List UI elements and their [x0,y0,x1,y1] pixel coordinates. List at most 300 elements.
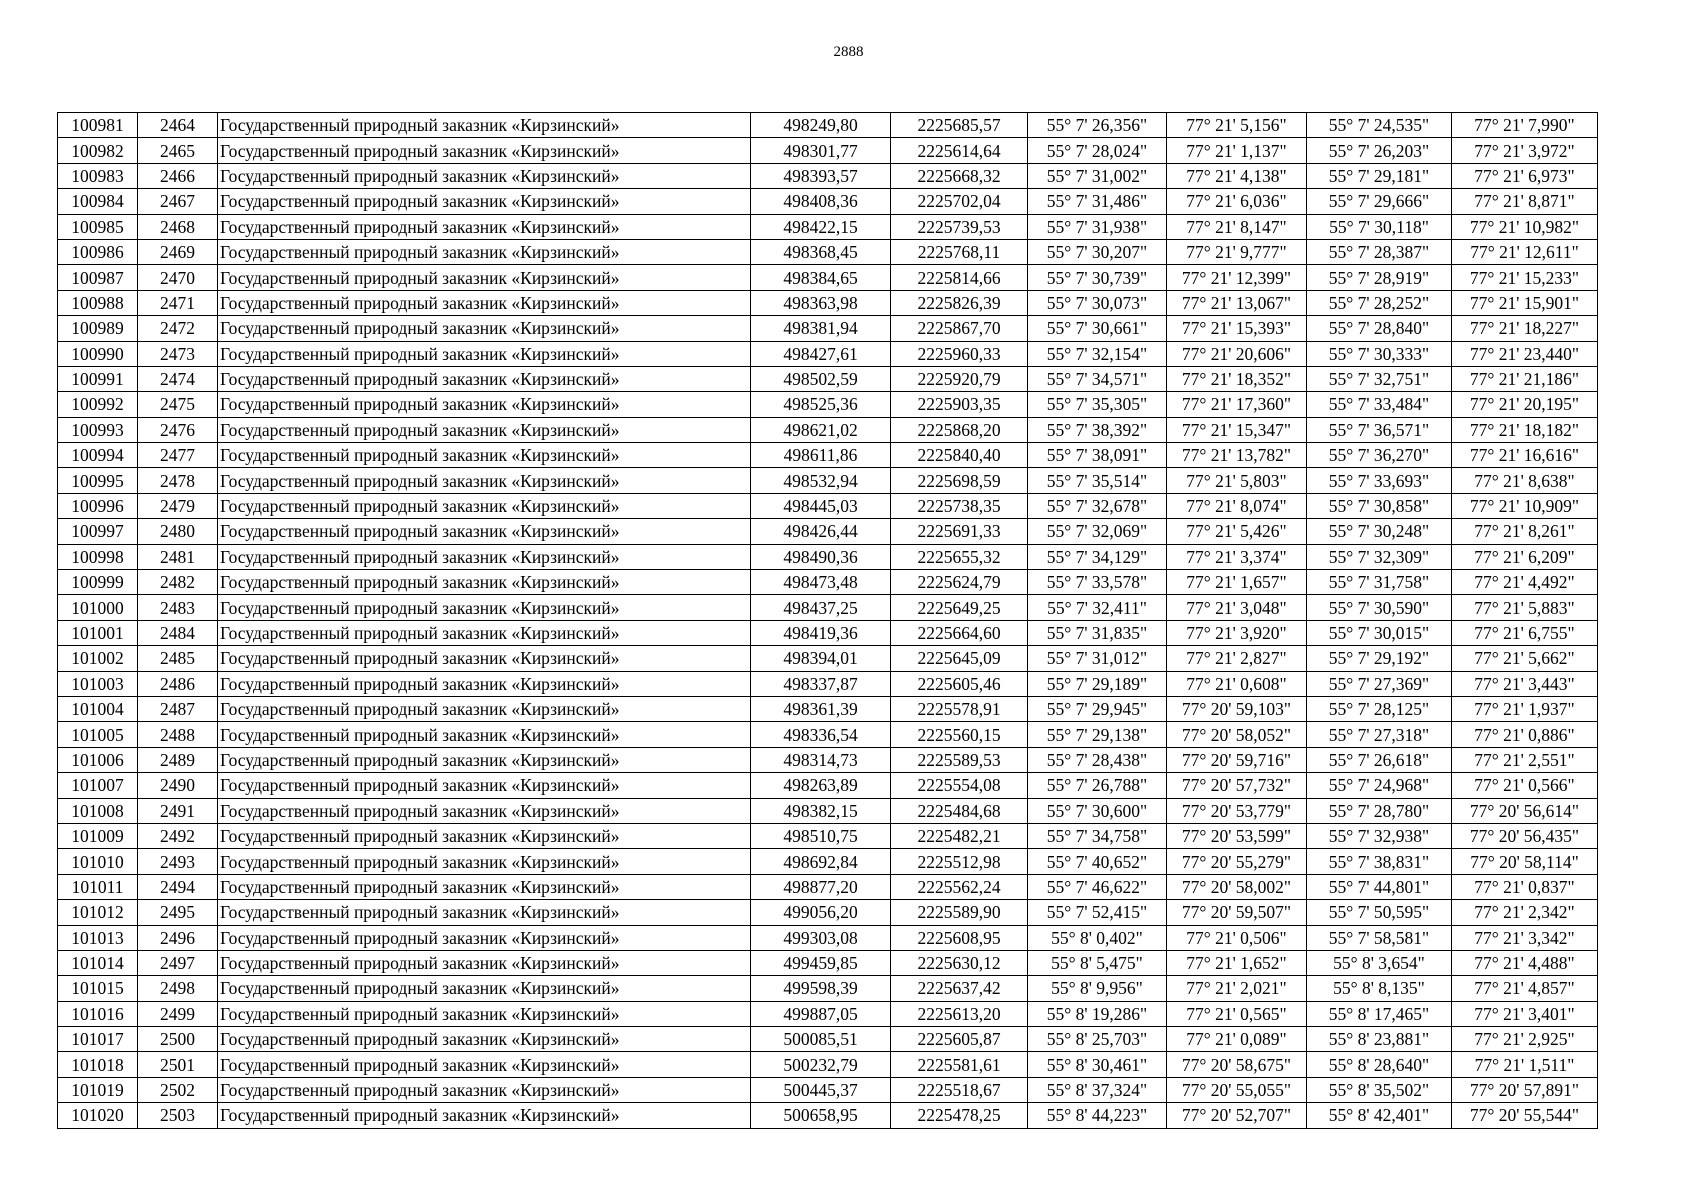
latitude-2-cell: 55° 7' 27,318" [1307,722,1452,747]
x-coordinate-cell: 498532,94 [751,468,891,493]
x-coordinate-cell: 498408,36 [751,189,891,214]
longitude-1-cell: 77° 20' 55,279" [1167,849,1307,874]
coordinates-table [57,112,1598,1129]
point-id-cell: 100982 [58,138,138,163]
latitude-1-cell: 55° 7' 29,189" [1028,671,1167,696]
point-id-cell: 100994 [58,443,138,468]
point-id-cell: 101017 [58,1027,138,1052]
longitude-1-cell: 77° 21' 5,426" [1167,519,1307,544]
y-coordinate-cell: 2225868,20 [891,417,1028,442]
territory-name-cell: Государственный природный заказник «Кирзинский» [218,798,751,823]
latitude-1-cell: 55° 7' 29,945" [1028,696,1167,721]
longitude-1-cell: 77° 20' 53,599" [1167,823,1307,848]
latitude-2-cell: 55° 7' 28,780" [1307,798,1452,823]
latitude-2-cell: 55° 7' 26,203" [1307,138,1452,163]
territory-name-cell: Государственный природный заказник «Кирзинский» [218,925,751,950]
latitude-2-cell: 55° 7' 32,938" [1307,823,1452,848]
longitude-2-cell: 77° 21' 8,261" [1452,519,1598,544]
y-coordinate-cell: 2225554,08 [891,773,1028,798]
local-number-cell: 2479 [138,493,218,518]
longitude-2-cell: 77° 21' 18,227" [1452,316,1598,341]
longitude-1-cell: 77° 21' 9,777" [1167,239,1307,264]
local-number-cell: 2484 [138,620,218,645]
point-id-cell: 101010 [58,849,138,874]
point-id-cell: 101012 [58,900,138,925]
longitude-1-cell: 77° 20' 55,055" [1167,1077,1307,1102]
territory-name-cell: Государственный природный заказник «Кирзинский» [218,544,751,569]
x-coordinate-cell: 500445,37 [751,1077,891,1102]
latitude-2-cell: 55° 7' 30,118" [1307,214,1452,239]
longitude-2-cell: 77° 20' 56,614" [1452,798,1598,823]
latitude-1-cell: 55° 7' 28,438" [1028,747,1167,772]
latitude-2-cell: 55° 7' 29,666" [1307,189,1452,214]
territory-name-cell: Государственный природный заказник «Кирзинский» [218,214,751,239]
x-coordinate-cell: 498445,03 [751,493,891,518]
latitude-2-cell: 55° 7' 31,758" [1307,570,1452,595]
point-id-cell: 100988 [58,290,138,315]
table-row [58,620,1598,645]
latitude-1-cell: 55° 7' 30,600" [1028,798,1167,823]
latitude-1-cell: 55° 7' 40,652" [1028,849,1167,874]
x-coordinate-cell: 498394,01 [751,646,891,671]
point-id-cell: 101018 [58,1052,138,1077]
x-coordinate-cell: 498249,80 [751,113,891,138]
longitude-1-cell: 77° 21' 2,827" [1167,646,1307,671]
local-number-cell: 2489 [138,747,218,772]
longitude-2-cell: 77° 21' 21,186" [1452,366,1598,391]
territory-name-cell: Государственный природный заказник «Кирзинский» [218,570,751,595]
longitude-1-cell: 77° 20' 59,507" [1167,900,1307,925]
x-coordinate-cell: 500085,51 [751,1027,891,1052]
table-row [58,544,1598,569]
x-coordinate-cell: 498314,73 [751,747,891,772]
local-number-cell: 2478 [138,468,218,493]
longitude-1-cell: 77° 21' 4,138" [1167,163,1307,188]
territory-name-cell: Государственный природный заказник «Кирзинский» [218,493,751,518]
longitude-1-cell: 77° 21' 1,137" [1167,138,1307,163]
table-row [58,519,1598,544]
table-row [58,823,1598,848]
x-coordinate-cell: 498692,84 [751,849,891,874]
longitude-2-cell: 77° 21' 0,886" [1452,722,1598,747]
longitude-1-cell: 77° 21' 0,565" [1167,1001,1307,1026]
latitude-1-cell: 55° 7' 26,356" [1028,113,1167,138]
local-number-cell: 2482 [138,570,218,595]
territory-name-cell: Государственный природный заказник «Кирзинский» [218,976,751,1001]
longitude-1-cell: 77° 21' 17,360" [1167,392,1307,417]
longitude-2-cell: 77° 20' 56,435" [1452,823,1598,848]
local-number-cell: 2472 [138,316,218,341]
territory-name-cell: Государственный природный заказник «Кирзинский» [218,1052,751,1077]
table-row [58,443,1598,468]
territory-name-cell: Государственный природный заказник «Кирзинский» [218,113,751,138]
table-row [58,1052,1598,1077]
latitude-2-cell: 55° 7' 24,968" [1307,773,1452,798]
territory-name-cell: Государственный природный заказник «Кирзинский» [218,900,751,925]
local-number-cell: 2497 [138,950,218,975]
territory-name-cell: Государственный природный заказник «Кирзинский» [218,417,751,442]
territory-name-cell: Государственный природный заказник «Кирзинский» [218,849,751,874]
y-coordinate-cell: 2225702,04 [891,189,1028,214]
y-coordinate-cell: 2225768,11 [891,239,1028,264]
latitude-2-cell: 55° 7' 30,858" [1307,493,1452,518]
longitude-2-cell: 77° 21' 7,990" [1452,113,1598,138]
y-coordinate-cell: 2225589,90 [891,900,1028,925]
longitude-1-cell: 77° 21' 13,067" [1167,290,1307,315]
local-number-cell: 2467 [138,189,218,214]
latitude-1-cell: 55° 7' 32,154" [1028,341,1167,366]
point-id-cell: 100998 [58,544,138,569]
latitude-2-cell: 55° 7' 29,192" [1307,646,1452,671]
latitude-2-cell: 55° 8' 35,502" [1307,1077,1452,1102]
y-coordinate-cell: 2225826,39 [891,290,1028,315]
x-coordinate-cell: 498419,36 [751,620,891,645]
latitude-1-cell: 55° 7' 52,415" [1028,900,1167,925]
x-coordinate-cell: 498427,61 [751,341,891,366]
longitude-1-cell: 77° 21' 12,399" [1167,265,1307,290]
latitude-1-cell: 55° 8' 37,324" [1028,1077,1167,1102]
local-number-cell: 2485 [138,646,218,671]
local-number-cell: 2476 [138,417,218,442]
latitude-2-cell: 55° 7' 29,181" [1307,163,1452,188]
point-id-cell: 100985 [58,214,138,239]
longitude-1-cell: 77° 20' 59,103" [1167,696,1307,721]
longitude-2-cell: 77° 21' 6,209" [1452,544,1598,569]
y-coordinate-cell: 2225562,24 [891,874,1028,899]
latitude-2-cell: 55° 8' 42,401" [1307,1103,1452,1128]
x-coordinate-cell: 498490,36 [751,544,891,569]
latitude-2-cell: 55° 8' 28,640" [1307,1052,1452,1077]
latitude-2-cell: 55° 7' 28,840" [1307,316,1452,341]
territory-name-cell: Государственный природный заказник «Кирзинский» [218,950,751,975]
local-number-cell: 2498 [138,976,218,1001]
territory-name-cell: Государственный природный заказник «Кирзинский» [218,163,751,188]
point-id-cell: 100996 [58,493,138,518]
territory-name-cell: Государственный природный заказник «Кирзинский» [218,595,751,620]
y-coordinate-cell: 2225608,95 [891,925,1028,950]
territory-name-cell: Государственный природный заказник «Кирзинский» [218,1001,751,1026]
x-coordinate-cell: 498336,54 [751,722,891,747]
latitude-2-cell: 55° 8' 23,881" [1307,1027,1452,1052]
table-row [58,900,1598,925]
x-coordinate-cell: 499303,08 [751,925,891,950]
latitude-2-cell: 55° 7' 30,248" [1307,519,1452,544]
table-row [58,849,1598,874]
y-coordinate-cell: 2225840,40 [891,443,1028,468]
y-coordinate-cell: 2225560,15 [891,722,1028,747]
latitude-1-cell: 55° 7' 35,305" [1028,392,1167,417]
territory-name-cell: Государственный природный заказник «Кирзинский» [218,1103,751,1128]
latitude-1-cell: 55° 7' 28,024" [1028,138,1167,163]
longitude-1-cell: 77° 21' 6,036" [1167,189,1307,214]
latitude-1-cell: 55° 7' 33,578" [1028,570,1167,595]
y-coordinate-cell: 2225630,12 [891,950,1028,975]
y-coordinate-cell: 2225613,20 [891,1001,1028,1026]
local-number-cell: 2502 [138,1077,218,1102]
point-id-cell: 101015 [58,976,138,1001]
latitude-2-cell: 55° 7' 30,333" [1307,341,1452,366]
latitude-1-cell: 55° 7' 26,788" [1028,773,1167,798]
local-number-cell: 2492 [138,823,218,848]
latitude-1-cell: 55° 7' 31,835" [1028,620,1167,645]
point-id-cell: 100993 [58,417,138,442]
table-row [58,163,1598,188]
territory-name-cell: Государственный природный заказник «Кирзинский» [218,519,751,544]
table-row [58,493,1598,518]
longitude-1-cell: 77° 20' 52,707" [1167,1103,1307,1128]
y-coordinate-cell: 2225605,87 [891,1027,1028,1052]
local-number-cell: 2483 [138,595,218,620]
latitude-2-cell: 55° 7' 27,369" [1307,671,1452,696]
latitude-1-cell: 55° 7' 31,012" [1028,646,1167,671]
longitude-2-cell: 77° 21' 3,342" [1452,925,1598,950]
point-id-cell: 100997 [58,519,138,544]
territory-name-cell: Государственный природный заказник «Кирзинский» [218,316,751,341]
latitude-2-cell: 55° 7' 32,751" [1307,366,1452,391]
table-row [58,696,1598,721]
territory-name-cell: Государственный природный заказник «Кирзинский» [218,620,751,645]
table-row [58,265,1598,290]
longitude-2-cell: 77° 20' 58,114" [1452,849,1598,874]
local-number-cell: 2503 [138,1103,218,1128]
longitude-1-cell: 77° 21' 15,393" [1167,316,1307,341]
x-coordinate-cell: 498381,94 [751,316,891,341]
point-id-cell: 100999 [58,570,138,595]
x-coordinate-cell: 498368,45 [751,239,891,264]
territory-name-cell: Государственный природный заказник «Кирзинский» [218,646,751,671]
latitude-1-cell: 55° 7' 34,571" [1028,366,1167,391]
point-id-cell: 100983 [58,163,138,188]
longitude-1-cell: 77° 21' 15,347" [1167,417,1307,442]
x-coordinate-cell: 498510,75 [751,823,891,848]
point-id-cell: 101020 [58,1103,138,1128]
longitude-2-cell: 77° 21' 23,440" [1452,341,1598,366]
y-coordinate-cell: 2225685,57 [891,113,1028,138]
latitude-1-cell: 55° 7' 34,758" [1028,823,1167,848]
x-coordinate-cell: 499056,20 [751,900,891,925]
latitude-2-cell: 55° 7' 24,535" [1307,113,1452,138]
y-coordinate-cell: 2225920,79 [891,366,1028,391]
longitude-2-cell: 77° 21' 2,342" [1452,900,1598,925]
latitude-2-cell: 55° 8' 3,654" [1307,950,1452,975]
territory-name-cell: Государственный природный заказник «Кирзинский» [218,696,751,721]
longitude-1-cell: 77° 20' 58,675" [1167,1052,1307,1077]
longitude-2-cell: 77° 21' 16,616" [1452,443,1598,468]
local-number-cell: 2493 [138,849,218,874]
y-coordinate-cell: 2225605,46 [891,671,1028,696]
latitude-2-cell: 55° 7' 28,919" [1307,265,1452,290]
territory-name-cell: Государственный природный заказник «Кирзинский» [218,239,751,264]
latitude-1-cell: 55° 8' 9,956" [1028,976,1167,1001]
table-row [58,976,1598,1001]
longitude-2-cell: 77° 21' 6,973" [1452,163,1598,188]
latitude-2-cell: 55° 7' 30,590" [1307,595,1452,620]
local-number-cell: 2465 [138,138,218,163]
x-coordinate-cell: 498382,15 [751,798,891,823]
longitude-1-cell: 77° 21' 2,021" [1167,976,1307,1001]
point-id-cell: 100986 [58,239,138,264]
table-row [58,1103,1598,1128]
latitude-1-cell: 55° 8' 30,461" [1028,1052,1167,1077]
latitude-1-cell: 55° 7' 32,069" [1028,519,1167,544]
longitude-2-cell: 77° 21' 3,972" [1452,138,1598,163]
longitude-1-cell: 77° 21' 1,657" [1167,570,1307,595]
longitude-2-cell: 77° 21' 1,511" [1452,1052,1598,1077]
longitude-2-cell: 77° 21' 2,551" [1452,747,1598,772]
point-id-cell: 101011 [58,874,138,899]
longitude-2-cell: 77° 21' 4,492" [1452,570,1598,595]
latitude-1-cell: 55° 7' 31,938" [1028,214,1167,239]
point-id-cell: 100990 [58,341,138,366]
latitude-2-cell: 55° 7' 58,581" [1307,925,1452,950]
table-row [58,189,1598,214]
local-number-cell: 2464 [138,113,218,138]
longitude-2-cell: 77° 21' 3,443" [1452,671,1598,696]
longitude-1-cell: 77° 20' 59,716" [1167,747,1307,772]
x-coordinate-cell: 498525,36 [751,392,891,417]
x-coordinate-cell: 498422,15 [751,214,891,239]
y-coordinate-cell: 2225655,32 [891,544,1028,569]
latitude-1-cell: 55° 8' 0,402" [1028,925,1167,950]
latitude-1-cell: 55° 7' 31,486" [1028,189,1167,214]
table-row [58,366,1598,391]
local-number-cell: 2469 [138,239,218,264]
latitude-1-cell: 55° 8' 25,703" [1028,1027,1167,1052]
x-coordinate-cell: 498384,65 [751,265,891,290]
coordinates-table-body [58,113,1598,1129]
longitude-2-cell: 77° 21' 4,488" [1452,950,1598,975]
point-id-cell: 100989 [58,316,138,341]
latitude-2-cell: 55° 7' 50,595" [1307,900,1452,925]
local-number-cell: 2480 [138,519,218,544]
local-number-cell: 2496 [138,925,218,950]
page-number: 2888 [833,44,864,60]
longitude-1-cell: 77° 21' 5,803" [1167,468,1307,493]
local-number-cell: 2473 [138,341,218,366]
y-coordinate-cell: 2225649,25 [891,595,1028,620]
y-coordinate-cell: 2225867,70 [891,316,1028,341]
latitude-1-cell: 55° 7' 30,739" [1028,265,1167,290]
x-coordinate-cell: 498363,98 [751,290,891,315]
latitude-2-cell: 55° 7' 33,693" [1307,468,1452,493]
point-id-cell: 101013 [58,925,138,950]
table-row [58,468,1598,493]
point-id-cell: 100987 [58,265,138,290]
longitude-2-cell: 77° 21' 15,901" [1452,290,1598,315]
territory-name-cell: Государственный природный заказник «Кирзинский» [218,265,751,290]
latitude-1-cell: 55° 7' 32,678" [1028,493,1167,518]
territory-name-cell: Государственный природный заказник «Кирзинский» [218,1027,751,1052]
territory-name-cell: Государственный природный заказник «Кирзинский» [218,671,751,696]
longitude-2-cell: 77° 21' 20,195" [1452,392,1598,417]
local-number-cell: 2500 [138,1027,218,1052]
table-row [58,214,1598,239]
point-id-cell: 101014 [58,950,138,975]
latitude-1-cell: 55° 8' 5,475" [1028,950,1167,975]
local-number-cell: 2490 [138,773,218,798]
longitude-2-cell: 77° 21' 12,611" [1452,239,1598,264]
table-row [58,671,1598,696]
territory-name-cell: Государственный природный заказник «Кирзинский» [218,392,751,417]
territory-name-cell: Государственный природный заказник «Кирзинский» [218,468,751,493]
territory-name-cell: Государственный природный заказник «Кирзинский» [218,874,751,899]
latitude-1-cell: 55° 7' 38,392" [1028,417,1167,442]
table-row [58,113,1598,138]
table-row [58,570,1598,595]
local-number-cell: 2466 [138,163,218,188]
y-coordinate-cell: 2225645,09 [891,646,1028,671]
longitude-1-cell: 77° 21' 0,608" [1167,671,1307,696]
x-coordinate-cell: 499887,05 [751,1001,891,1026]
table-row [58,874,1598,899]
longitude-1-cell: 77° 21' 8,147" [1167,214,1307,239]
longitude-2-cell: 77° 21' 0,837" [1452,874,1598,899]
table-row [58,341,1598,366]
local-number-cell: 2471 [138,290,218,315]
latitude-1-cell: 55° 8' 19,286" [1028,1001,1167,1026]
table-row [58,1001,1598,1026]
longitude-2-cell: 77° 21' 3,401" [1452,1001,1598,1026]
point-id-cell: 101005 [58,722,138,747]
local-number-cell: 2477 [138,443,218,468]
latitude-1-cell: 55° 7' 38,091" [1028,443,1167,468]
table-row [58,138,1598,163]
point-id-cell: 101000 [58,595,138,620]
longitude-2-cell: 77° 21' 18,182" [1452,417,1598,442]
point-id-cell: 101007 [58,773,138,798]
y-coordinate-cell: 2225478,25 [891,1103,1028,1128]
y-coordinate-cell: 2225698,59 [891,468,1028,493]
point-id-cell: 101001 [58,620,138,645]
x-coordinate-cell: 498611,86 [751,443,891,468]
territory-name-cell: Государственный природный заказник «Кирзинский» [218,722,751,747]
x-coordinate-cell: 498393,57 [751,163,891,188]
y-coordinate-cell: 2225578,91 [891,696,1028,721]
point-id-cell: 101009 [58,823,138,848]
latitude-2-cell: 55° 7' 28,252" [1307,290,1452,315]
table-row [58,1027,1598,1052]
x-coordinate-cell: 498426,44 [751,519,891,544]
y-coordinate-cell: 2225738,35 [891,493,1028,518]
local-number-cell: 2481 [138,544,218,569]
latitude-2-cell: 55° 7' 26,618" [1307,747,1452,772]
local-number-cell: 2474 [138,366,218,391]
local-number-cell: 2486 [138,671,218,696]
longitude-1-cell: 77° 21' 13,782" [1167,443,1307,468]
x-coordinate-cell: 498877,20 [751,874,891,899]
x-coordinate-cell: 500232,79 [751,1052,891,1077]
longitude-1-cell: 77° 21' 3,048" [1167,595,1307,620]
table-row [58,316,1598,341]
territory-name-cell: Государственный природный заказник «Кирзинский» [218,747,751,772]
table-row [58,1077,1598,1102]
table-row [58,747,1598,772]
local-number-cell: 2501 [138,1052,218,1077]
longitude-1-cell: 77° 21' 0,506" [1167,925,1307,950]
longitude-1-cell: 77° 21' 1,652" [1167,950,1307,975]
x-coordinate-cell: 498361,39 [751,696,891,721]
local-number-cell: 2495 [138,900,218,925]
x-coordinate-cell: 498502,59 [751,366,891,391]
latitude-1-cell: 55° 7' 31,002" [1028,163,1167,188]
table-row [58,646,1598,671]
territory-name-cell: Государственный природный заказник «Кирзинский» [218,773,751,798]
x-coordinate-cell: 499459,85 [751,950,891,975]
table-row [58,595,1598,620]
table-row [58,950,1598,975]
x-coordinate-cell: 499598,39 [751,976,891,1001]
y-coordinate-cell: 2225482,21 [891,823,1028,848]
